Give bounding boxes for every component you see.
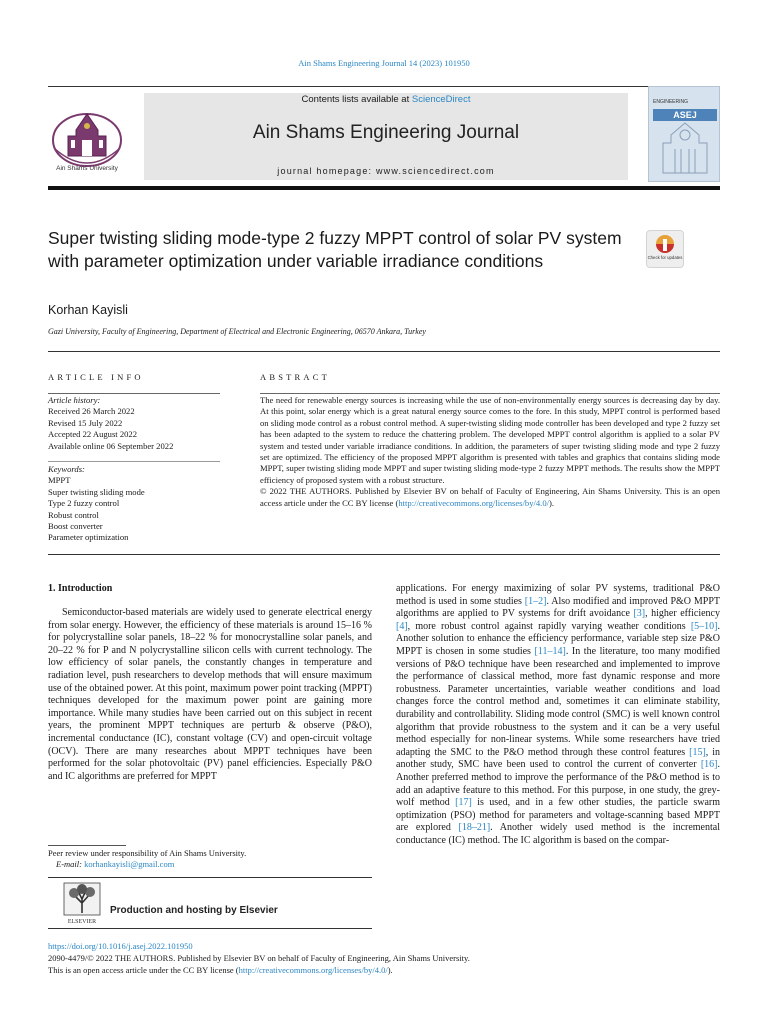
sciencedirect-link[interactable]: ScienceDirect [411, 94, 471, 105]
open-access-line [48, 965, 393, 975]
article-info-rule [48, 393, 220, 394]
history-label: Article history: [48, 395, 101, 405]
peer-review-note: Peer review under responsibility of Ain Shams University. [48, 848, 247, 858]
footnote-rule [48, 845, 126, 846]
citation-link[interactable]: [5–10] [690, 620, 718, 632]
history-online: Available online 06 September 2022 [48, 440, 174, 451]
body-text: . Another widely used method is the incremental conductance (IC) method. The IC algorithm is based on the compar- [396, 822, 720, 846]
footnote [48, 848, 246, 871]
keyword-item: Robust control [48, 509, 99, 520]
abstract-heading: ABSTRACT [260, 372, 330, 382]
introduction-left-column: Semiconductor-based materials are widely used to generate electrical energy from solar energy. However, the efficiency of these materials is around 15–16 % for polycrystalline solar panels, 18–22 % for monocrystalline solar panels, and 20–22 % for P and N polycrystalline silicon cells with current technology. The low efficiency of solar panels, the constantly changes in temperature and radiation level, push researchers to develop methods that will ensure maximum use of the obtained power. At this point, maximum power point tracking (MPPT) techniques developed for the maximum power point are gaining more importance. While many studies have been carried out on this subject in recent years, the prominent MPPT techniques are perturb & observe (P&O), incremental conductance (IC), constant voltage (CV) and open-circuit voltage (OCV). There are many researches about MPPT techniques have been performed for the solar photovoltaic (PV) panel efficiencies. Especially P&O and IC algorithms are preferred for MPPT [48, 607, 372, 782]
elsevier-label: ELSEVIER [67, 919, 97, 925]
affiliation-rule [48, 351, 720, 352]
header-top-rule [48, 86, 720, 87]
body-text: . Another solution to enhance the efficiency performance, variable step size P&O MPPT is chosen in some studies [396, 620, 720, 657]
footer-license-link[interactable]: http://creativecommons.org/licenses/by/4.0/ [238, 965, 388, 975]
keyword-item: Type 2 fuzzy control [48, 498, 120, 509]
keyword-item: Parameter optimization [48, 532, 129, 543]
body-text: is used, and in a few other studies, the particle swarm optimization (PSO) method for parameters and voltage-scanning based MPPT are explored [396, 797, 721, 834]
journal-homepage-link[interactable]: journal homepage: www.sciencedirect.com [277, 166, 495, 176]
abstract-text: The need for renewable energy sources is increasing while the use of non-environmentally energy sources is decreasing day by day. At this point, solar energy which is a great natural energy source comes to the fore. In this study, MPPT control is performed based on sliding mode control as a robust control method. A super-twisting sliding mode controller has been developed and type 2 fuzzy set has been adapted to the system to reduce the chattering problem. The developed MPPT control algorithm is applied to a solar PV system and tested under variable irradiance conditions. In addition, the parameters of super twisting sliding mode and type 2 fuzzy set are optimized. The efficiency of the proposed MPPT algorithm is presented with tables and graphics that contains sliding mode MPPT, super twisting sliding mode MPPT and super twisting sliding mode-type 2 fuzzy MPPT methods. The results show the MPPT efficiency of proposed system with a robust structure. [260, 395, 720, 485]
body-text: , in another study, SMC have been used to control the current of converter [396, 746, 720, 771]
keywords-label: Keywords: [48, 464, 85, 474]
open-access-suffix: ). [387, 965, 393, 975]
abstract-end-rule [48, 554, 720, 555]
crossmark-label: Check for updates [647, 255, 683, 260]
article-history [48, 395, 220, 452]
keyword-item: MPPT [48, 475, 71, 486]
keyword-item: Boost converter [48, 521, 103, 532]
citation-link[interactable]: [16] [700, 759, 718, 771]
body-text: . Also modified and improved P&O MPPT algorithms are applied to PV systems for drift avoidance [396, 595, 720, 620]
citation-link[interactable]: [18–21] [458, 822, 491, 834]
contents-prefix: Contents lists available at [301, 94, 412, 105]
citation-link[interactable]: [4] [396, 620, 408, 632]
article-info-heading: ARTICLE INFO [48, 372, 144, 382]
body-text: . Another preferred method to improve the performance of the P&O method is to add an adaptive feature to this method. For this purpose, in one study, the grey-wolf method [396, 759, 720, 809]
abstract-copyright [260, 486, 720, 509]
production-hosting-label: Production and hosting by Elsevier [110, 905, 278, 916]
journal-title: Ain Shams Engineering Journal [252, 122, 520, 143]
citation-link[interactable]: [15] [689, 746, 706, 758]
citation-link[interactable]: [1–2] [524, 595, 547, 607]
abstract-body [260, 395, 720, 509]
crossmark-icon [647, 231, 683, 267]
open-access-text: This is an open access article under the CC BY license ( [48, 965, 239, 975]
body-text: . In the literature, too many modified versions of P&O technique have been researched and implemented to improve the performance of classical method, more fast dynamic response and more robustness. Parameter uncertainties, variable weather conditions and load changes force the control method and, sometimes it can eliminate stability, durability and controllability. Sliding mode control (SMC) is well known control algorithm that provide robustness to the system and it can be a very useful method especially for non-linear systems. While some researchers have tried adapting the SMC to the P&O method through these control features [396, 645, 721, 758]
body-text: , higher efficiency [645, 608, 720, 620]
ain-shams-university-logo [48, 100, 126, 172]
citation-link[interactable]: [11–14] [534, 645, 566, 657]
journal-cover-thumbnail[interactable] [648, 86, 720, 182]
email-label: E-mail: [56, 859, 85, 870]
issn-copyright-line: 2090-4479/© 2022 THE AUTHORS. Published by Elsevier BV on behalf of Faculty of Engineering, Ain Shams University. [48, 953, 470, 963]
author-affiliation: Gazi University, Faculty of Engineering, Department of Electrical and Electronic Engineering, 06570 Ankara, Turkey [48, 327, 426, 336]
history-accepted: Accepted 22 August 2022 [48, 429, 138, 440]
keywords-rule [48, 461, 220, 462]
journal-reference-link[interactable]: Ain Shams Engineering Journal 14 (2023) 101950 [298, 58, 470, 68]
doi-link[interactable]: https://doi.org/10.1016/j.asej.2022.101950 [48, 941, 193, 951]
introduction-right-column [396, 583, 720, 847]
author-email-line [48, 859, 246, 870]
check-for-updates-badge[interactable] [646, 230, 684, 268]
article-title: Super twisting sliding mode-type 2 fuzzy MPPT control of solar PV system with parameter optimization under variable irradiance conditions [48, 228, 622, 271]
keyword-item: Super twisting sliding mode [48, 486, 145, 497]
cover-top-label: ENGINEERING [653, 99, 689, 105]
license-link[interactable]: http://creativecommons.org/licenses/by/4.0/ [398, 497, 550, 508]
author-name: Korhan Kayisli [48, 303, 128, 317]
keywords-list [48, 464, 220, 544]
copyright-text: © 2022 THE AUTHORS. Published by Elsevier BV on behalf of Faculty of Engineering, Ain Shams University. This is an open access article under the CC BY license ( [260, 486, 720, 508]
contents-availability [144, 94, 628, 105]
history-received: Received 26 March 2022 [48, 406, 135, 417]
elsevier-tree-logo [62, 881, 102, 925]
citation-link[interactable]: [3] [633, 608, 646, 620]
introduction-heading: 1. Introduction [48, 583, 113, 594]
university-logo-text: Ain Shams University [56, 165, 118, 172]
body-text: , more robust control against rapidly varying weather conditions [407, 620, 691, 632]
author-email-link[interactable]: korhankayisli@gmail.com [84, 859, 175, 870]
cover-art-icon [649, 87, 720, 182]
abstract-rule [260, 393, 720, 394]
copyright-suffix: ). [549, 497, 555, 508]
body-text: applications. For energy maximizing of solar PV systems, traditional P&O method is used in some studies [396, 583, 720, 607]
history-revised: Revised 15 July 2022 [48, 417, 123, 428]
header-thick-rule [48, 186, 720, 190]
citation-link[interactable]: [17] [455, 797, 472, 809]
cover-logo-text: ASEJ [673, 110, 697, 120]
